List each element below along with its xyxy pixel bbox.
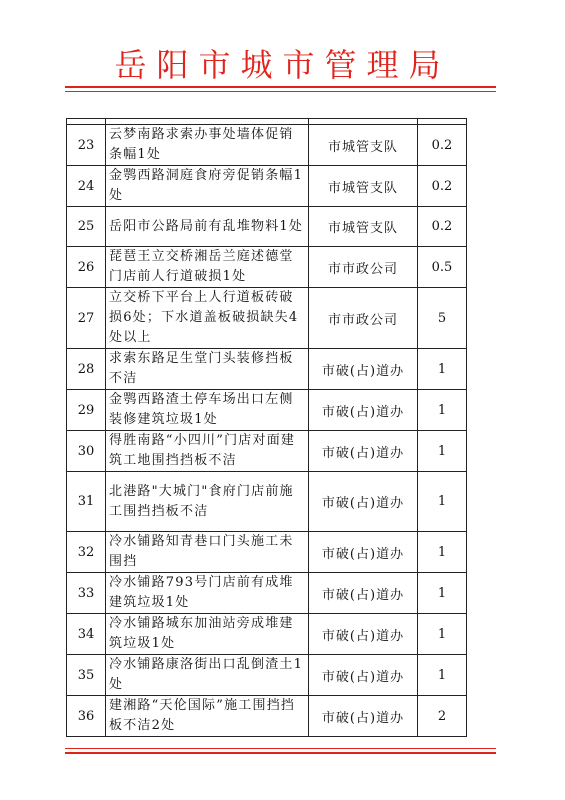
table-row xyxy=(67,431,467,472)
responsible-unit: 市城管支队 xyxy=(309,207,418,247)
deduction-score: 0.2 xyxy=(418,207,467,247)
table-row xyxy=(67,472,467,532)
issue-description: 冷水铺路城东加油站旁成堆建筑垃圾1处 xyxy=(106,614,309,655)
deduction-score: 1 xyxy=(418,390,467,431)
responsible-unit: 市破(占)道办 xyxy=(309,573,418,614)
table-row xyxy=(67,696,467,737)
row-number: 33 xyxy=(67,573,106,614)
footer-rule-thin xyxy=(65,748,496,749)
deduction-score: 1 xyxy=(418,655,467,696)
responsible-unit: 市城管支队 xyxy=(309,125,418,166)
row-number: 23 xyxy=(67,125,106,166)
issues-table xyxy=(66,118,467,737)
responsible-unit: 市市政公司 xyxy=(309,288,418,349)
table-row xyxy=(67,166,467,207)
deduction-score: 1 xyxy=(418,573,467,614)
footer-rule-thick xyxy=(65,752,496,754)
header-rule-thin xyxy=(65,91,496,92)
responsible-unit: 市破(占)道办 xyxy=(309,696,418,737)
table-row xyxy=(67,288,467,349)
table-row xyxy=(67,125,467,166)
issue-description: 云梦南路求索办事处墙体促销条幅1处 xyxy=(106,125,309,166)
row-number: 31 xyxy=(67,472,106,532)
responsible-unit: 市破(占)道办 xyxy=(309,472,418,532)
deduction-score: 1 xyxy=(418,431,467,472)
responsible-unit: 市市政公司 xyxy=(309,247,418,288)
issue-description: 琵琶王立交桥湘岳兰庭述德堂门店前人行道破损1处 xyxy=(106,247,309,288)
deduction-score: 1 xyxy=(418,472,467,532)
row-number: 35 xyxy=(67,655,106,696)
deduction-score: 0.5 xyxy=(418,247,467,288)
issue-description: 金鹗西路洞庭食府旁促销条幅1处 xyxy=(106,166,309,207)
row-number: 26 xyxy=(67,247,106,288)
table-row xyxy=(67,573,467,614)
responsible-unit: 市破(占)道办 xyxy=(309,390,418,431)
table-row xyxy=(67,655,467,696)
letterhead-title: 岳阳市城市管理局 xyxy=(114,46,451,84)
issue-description: 求索东路足生堂门头装修挡板不洁 xyxy=(106,349,309,390)
row-number: 34 xyxy=(67,614,106,655)
table-row xyxy=(67,390,467,431)
responsible-unit: 市破(占)道办 xyxy=(309,655,418,696)
header-rule-thick xyxy=(65,86,496,88)
row-number: 36 xyxy=(67,696,106,737)
deduction-score: 2 xyxy=(418,696,467,737)
table-row xyxy=(67,207,467,247)
row-number: 27 xyxy=(67,288,106,349)
issue-description: 冷水铺路康洛街出口乱倒渣土1处 xyxy=(106,655,309,696)
deduction-score: 5 xyxy=(418,288,467,349)
issue-description: 冷水铺路知青巷口门头施工未围挡 xyxy=(106,532,309,573)
row-number: 30 xyxy=(67,431,106,472)
table-row xyxy=(67,614,467,655)
responsible-unit: 市破(占)道办 xyxy=(309,349,418,390)
responsible-unit: 市破(占)道办 xyxy=(309,532,418,573)
row-number: 32 xyxy=(67,532,106,573)
responsible-unit: 市破(占)道办 xyxy=(309,614,418,655)
issue-description: 北港路"大城门"食府门店前施工围挡挡板不洁 xyxy=(106,472,309,532)
table-row xyxy=(67,532,467,573)
issue-description: 金鹗西路渣土停车场出口左侧装修建筑垃圾1处 xyxy=(106,390,309,431)
deduction-score: 1 xyxy=(418,349,467,390)
issue-description: 得胜南路“小四川”门店对面建筑工地围挡挡板不洁 xyxy=(106,431,309,472)
responsible-unit: 市破(占)道办 xyxy=(309,431,418,472)
issue-description: 立交桥下平台上人行道板砖破损6处；下水道盖板破损缺失4处以上 xyxy=(106,288,309,349)
responsible-unit: 市城管支队 xyxy=(309,166,418,207)
issue-description: 建湘路“天伦国际”施工围挡挡板不洁2处 xyxy=(106,696,309,737)
issue-description: 冷水铺路793号门店前有成堆建筑垃圾1处 xyxy=(106,573,309,614)
row-number: 29 xyxy=(67,390,106,431)
row-number: 28 xyxy=(67,349,106,390)
deduction-score: 0.2 xyxy=(418,166,467,207)
row-number: 24 xyxy=(67,166,106,207)
table-row xyxy=(67,349,467,390)
deduction-score: 0.2 xyxy=(418,125,467,166)
issue-description: 岳阳市公路局前有乱堆物料1处 xyxy=(106,207,309,247)
deduction-score: 1 xyxy=(418,614,467,655)
deduction-score: 1 xyxy=(418,532,467,573)
row-number: 25 xyxy=(67,207,106,247)
table-row xyxy=(67,247,467,288)
